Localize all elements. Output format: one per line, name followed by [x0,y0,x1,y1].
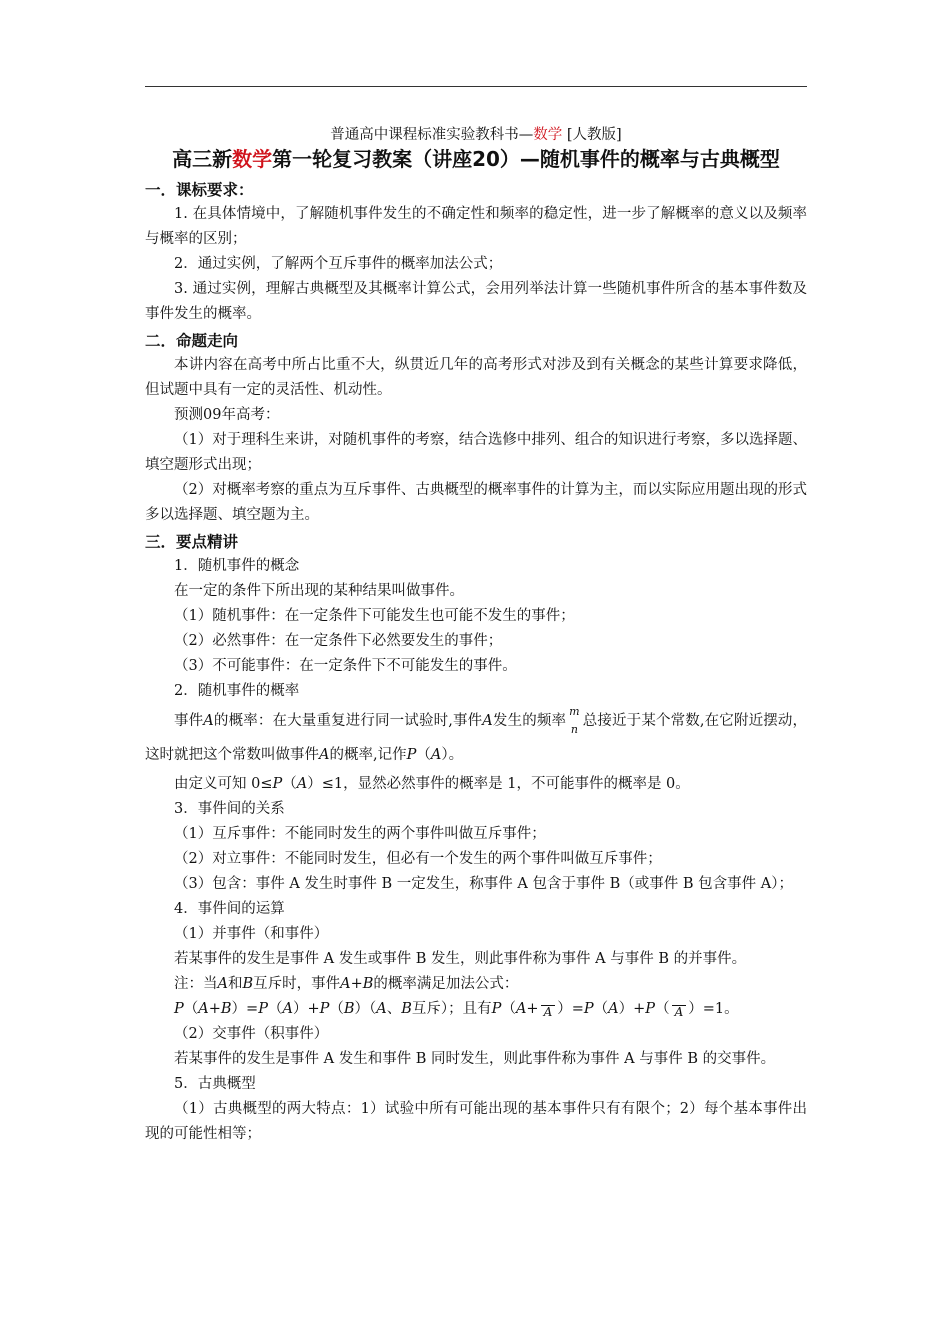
math-var: A+ [515,1001,539,1017]
text-run: 的概率,记作 [329,747,407,763]
text-run: （ [183,1001,199,1017]
text-run: 发生的频率 [492,713,567,729]
text-run: （ [329,1001,344,1017]
title-main: 第一轮复习教案（讲座20）—随机事件的概率与古典概型 [272,147,780,171]
fraction-numerator: m [569,705,580,718]
paragraph: 在一定的条件下所出现的某种结果叫做事件。 [174,583,464,599]
addition-formula [145,997,807,1022]
text-run: 由定义可知 0≤ [174,776,273,792]
title-prefix: 高三新 [172,147,233,171]
math-var: A [203,713,214,729]
math-var: A+B [340,976,374,992]
text-run: ）+ [292,1001,320,1017]
list-item: （1）随机事件：在一定条件下可能发生也可能不发生的事件； [174,608,575,624]
document-title [145,146,807,172]
list-item: （3）不可能事件：在一定条件下不可能发生的事件。 [174,658,517,674]
math-var: A [376,1001,387,1017]
paragraph: 1. 在具体情境中，了解随机事件发生的不确定性和频率的稳定性，进一步了解概率的意义以及频率与概率的区别； [145,206,807,247]
text-run: （ [501,1001,516,1017]
topic-title: 4．事件间的运算 [174,901,285,917]
paragraph: 本讲内容在高考中所占比重不大，纵贯近几年的高考形式对涉及到有关概念的某些计算要求降低，但试题中具有一定的灵活性、机动性。 [145,357,807,398]
text-run: ）= [557,1001,584,1017]
text-run: （ [593,1001,609,1017]
text-run: 互斥）；且有 [411,1001,492,1017]
list-item: （2）必然事件：在一定条件下必然要发生的事件； [174,633,503,649]
text-run: 和 [227,976,243,992]
math-var: A [430,747,442,763]
fraction-denominator: n [570,723,578,736]
document-subtitle [145,124,807,146]
subtitle-subject: 数学 [533,127,563,143]
addition-note [145,972,807,997]
text-run: 互斥时，事件 [253,976,341,992]
text-run: ）=1。 [688,1001,739,1017]
math-var: A [608,1001,619,1017]
section-heading-key-points: 三．要点精讲 [145,533,239,551]
topic-title: 5．古典概型 [174,1076,256,1092]
text-run: 注：当 [174,976,218,992]
math-var: A [217,976,228,992]
document-body [145,124,807,1147]
text-run: ）（ [354,1001,377,1017]
topic-title: 3．事件间的关系 [174,801,285,817]
section-heading-exam-trend: 二．命题走向 [145,332,239,350]
text-run: ）+ [618,1001,646,1017]
math-var: A+B [198,1001,232,1017]
paragraph: （1）对于理科生来讲，对随机事件的考察，结合选修中排列、组合的知识进行考察，多以选择题、填空题形式出现； [145,432,807,473]
text-run: ）。 [441,747,464,763]
math-var: B [242,976,254,992]
paragraph: 预测09年高考： [174,407,280,423]
math-var: A [482,713,493,729]
text-run: 总接近于某个常数,在它附近摆动，这时就把这个常数叫做事件 [145,713,808,763]
math-var: B [401,1001,412,1017]
subtitle-edition: [人教版] [562,127,622,143]
topic-title: 1．随机事件的概念 [174,558,300,574]
topic-title: 2．随机事件的概率 [174,683,300,699]
list-item: （1）互斥事件：不能同时发生的两个事件叫做互斥事件； [174,826,546,842]
text-run: （ [655,1001,670,1017]
math-var: A [296,776,308,792]
probability-range [145,772,807,797]
complement-A: A [672,1005,687,1018]
text-run: ）≤1，显然必然事件的概率是 1，不可能事件的概率是 0。 [307,776,690,792]
math-var: P [258,1001,268,1017]
section-heading-standards: 一．课标要求： [145,181,254,199]
paragraph: 若某事件的发生是事件 A 发生或事件 B 发生，则此事件称为事件 A 与事件 B 的并事件。 [174,951,747,967]
paragraph: 2．通过实例，了解两个互斥事件的概率加法公式； [174,256,503,272]
math-var: P [174,1001,184,1017]
header-rule [145,86,807,87]
text-run: 事件 [174,713,204,729]
text-run: （ [416,747,431,763]
text-run: 、 [386,1001,402,1017]
math-var: P [491,1001,502,1017]
list-item: （3）包含：事件 A 发生时事件 B 一定发生，称事件 A 包含于事件 B（或事件 B 包含事件 A）； [174,876,793,892]
list-item: （1）古典概型的两大特点：1）试验中所有可能出现的基本事件只有有限个；2）每个基本事件出现的可能性相等； [145,1101,807,1142]
text-run: 的概率满足加法公式： [373,976,519,992]
paragraph: 3. 通过实例，理解古典概型及其概率计算公式，会用列举法计算一些随机事件所含的基本事件数及事件发生的概率。 [145,281,807,322]
math-var: A [282,1001,293,1017]
frequency-fraction [569,705,579,737]
math-var: P [319,1001,330,1017]
paragraph: （2）对概率考察的重点为互斥事件、古典概型的概率事件的计算为主，而以实际应用题出现的形式多以选择题、填空题为主。 [145,482,807,523]
text-run: 的概率：在大量重复进行同一试验时,事件 [213,713,483,729]
math-var: P [583,1001,594,1017]
math-var: B [343,1001,355,1017]
subtopic-title: （1）并事件（和事件） [174,926,329,942]
paragraph: 若某事件的发生是事件 A 发生和事件 B 同时发生，则此事件称为事件 A 与事件 B 的交事件。 [174,1051,776,1067]
text-run: ）= [231,1001,259,1017]
list-item: （2）对立事件：不能同时发生，但必有一个发生的两个事件叫做互斥事件； [174,851,662,867]
title-subject: 数学 [232,147,273,171]
math-var: A [319,747,330,763]
math-var: P [645,1001,656,1017]
subtopic-title: （2）交事件（积事件） [174,1026,329,1042]
text-run: （ [282,776,297,792]
math-var: P [406,747,417,763]
math-var: P [272,776,283,792]
complement-A: A [541,1005,556,1018]
subtitle-text: 普通高中课程标准实验教科书— [330,127,534,143]
probability-definition [145,704,807,772]
text-run: （ [267,1001,283,1017]
